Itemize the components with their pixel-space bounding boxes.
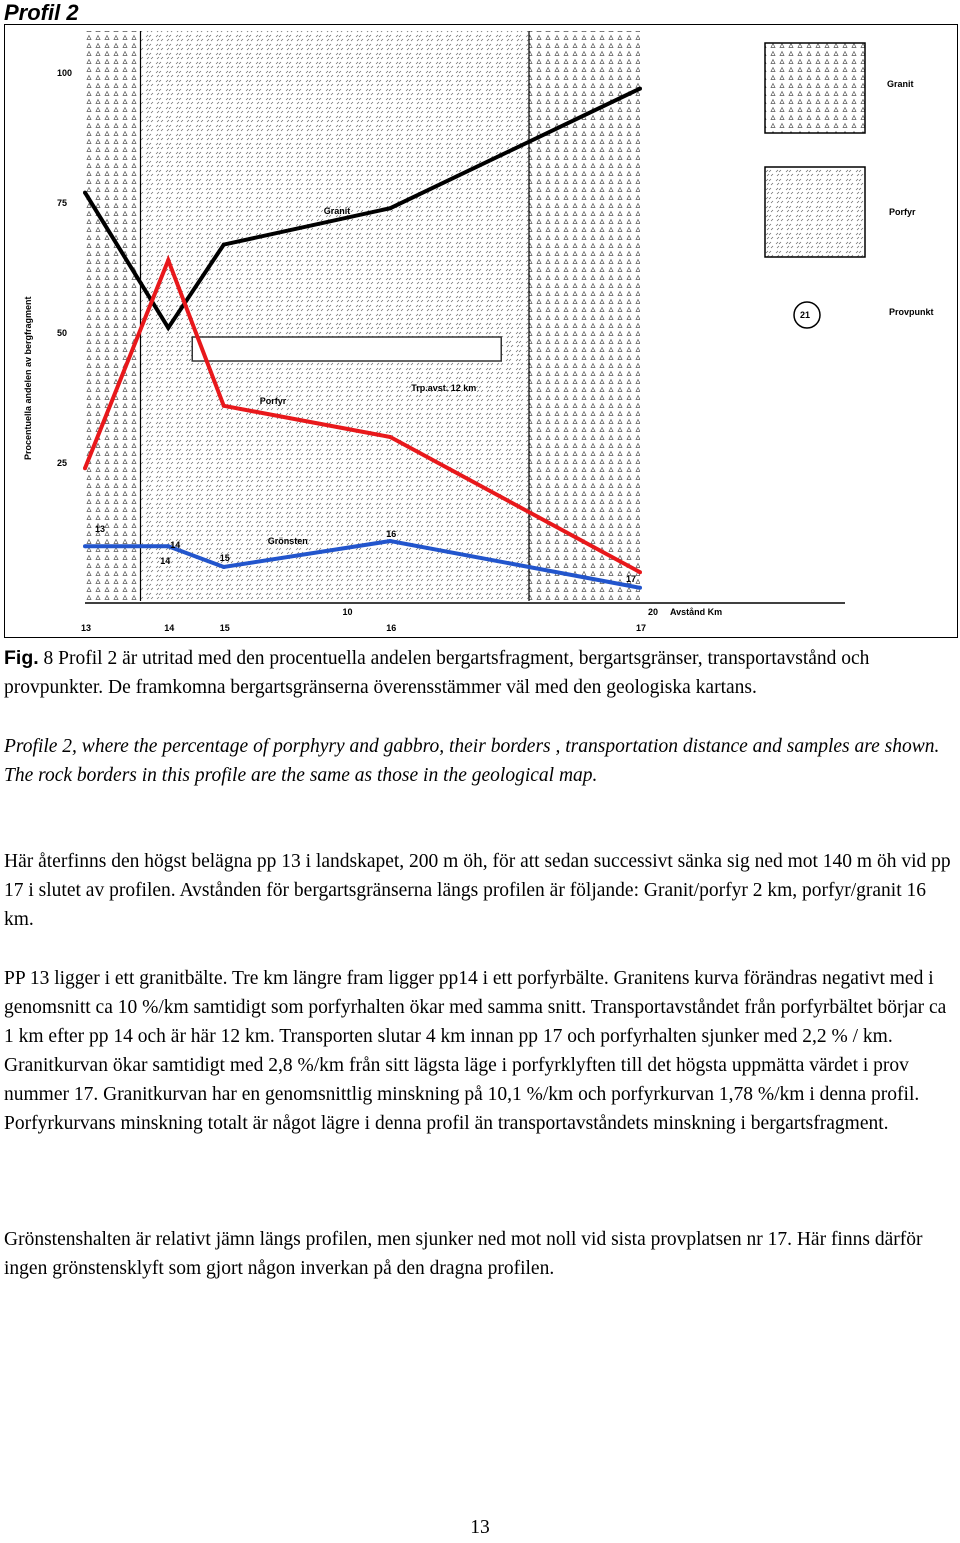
- y-tick-label: 25: [57, 458, 68, 468]
- series-point: [83, 544, 87, 548]
- granit-zone-label: Granit: [323, 206, 351, 217]
- series-point: [83, 466, 87, 470]
- x-tick-label: 16: [386, 623, 397, 633]
- y-tick-label: 75: [57, 198, 68, 208]
- series-point: [222, 565, 226, 569]
- x-tick-label: 13: [81, 623, 92, 633]
- y-axis-label: Procentuella andelen av bergfragment: [23, 296, 33, 460]
- granite-pattern-icon: [765, 43, 865, 133]
- legend-symbol: 21: [800, 310, 811, 320]
- porfyr-zone-label: Porfyr: [259, 395, 287, 406]
- series-point: [388, 206, 392, 210]
- transport-bar: [192, 337, 501, 361]
- point-label-red: 14: [170, 540, 181, 551]
- caption-english: Profile 2, where the percentage of porphyry and gabbro, their borders , transportation distance and samples are shown. The rock borders in this profile are the same as those in the geological map.: [4, 736, 940, 786]
- point-label-blue: 15: [219, 553, 230, 563]
- series-point: [166, 258, 170, 262]
- gronsten-zone-label: Grönsten: [267, 536, 308, 547]
- y-tick-label: 50: [57, 328, 68, 338]
- caption-number: 8: [38, 648, 54, 669]
- y-tick-label: 100: [57, 68, 73, 78]
- caption-label: Fig.: [4, 647, 39, 669]
- band-porphyry: [141, 31, 530, 601]
- x-tick-label: 15: [219, 623, 230, 633]
- transport-label: Trp.avst. 12 km: [411, 383, 477, 393]
- paragraph-3: Grönstenshalten är relativt jämn längs profilen, men sjunker ned mot noll vid sista provplatsen nr 17. Här finns därför ingen grönstensklyft som gjort någon inverkan på den dragna profilen.: [4, 1229, 923, 1279]
- legend-label: Granit: [887, 79, 914, 89]
- series-point: [638, 586, 642, 590]
- profile-chart: [5, 25, 957, 637]
- figure-caption: [4, 644, 954, 702]
- point-label-blue: 16: [386, 529, 397, 539]
- band-granite: [85, 31, 141, 601]
- series-point: [388, 539, 392, 543]
- legend-label: Porfyr: [889, 207, 916, 217]
- porphyry-pattern-icon: [765, 167, 865, 257]
- series-point: [388, 435, 392, 439]
- series-point: [638, 570, 642, 574]
- page-number: 13: [470, 1517, 490, 1538]
- distance-tick-label: 20: [648, 607, 659, 617]
- page-heading: Profil 2: [4, 0, 79, 25]
- paragraph-1: Här återfinns den högst belägna pp 13 i landskapet, 200 m öh, för att sedan successivt sänka sig ned mot 140 m öh vid pp 17 i slutet av profilen. Avstånden för bergartsgränserna längs profilen är följande: Granit/porfyr 2 km, porfyr/granit 16 km.: [4, 851, 951, 930]
- x-axis-label: Avstånd Km: [670, 607, 723, 617]
- point-label-red: 17: [626, 574, 637, 585]
- distance-tick-label: 10: [342, 607, 353, 617]
- x-tick-label: 17: [636, 623, 647, 633]
- legend-label: Provpunkt: [889, 307, 934, 317]
- point-label-blue: 13: [95, 524, 106, 535]
- caption-swedish: Profil 2 är utritad med den procentuella andelen bergartsfragment, bergartsgränser, transportavstånd och provpunkter. De framkomna bergartsgränserna överensstämmer väl med den geologiska kartans.: [4, 648, 870, 698]
- series-point: [638, 87, 642, 91]
- series-point: [83, 191, 87, 195]
- point-label-blue: 14: [160, 556, 171, 567]
- series-point: [222, 243, 226, 247]
- series-point: [166, 326, 170, 330]
- profile-figure: [4, 24, 958, 638]
- paragraph-2: PP 13 ligger i ett granitbälte. Tre km längre fram ligger pp14 i ett porfyrbälte. Granitens kurva förändras negativt med i genomsnitt ca 10 %/km samtidigt som porfyrhalten ökar med samma snitt. Transportavståndet från porfyrbältet börjar ca 1 km efter pp 14 och är här 12 km. Transporten slutar 4 km innan pp 17 och porfyrhalten sjunker med 2,2 % / km. Granitkurvan ökar samtidigt med 2,8 %/km från sitt lägsta läge i porfyrklyften till det högsta uppmätta värdet i prov nummer 17. Granitkurvan har en genomsnittlig minskning på 10,1 %/km och porfyrkurvan 1,78 %/km i denna profil. Porfyrkurvans minskning totalt är något lägre i denna profil än transportavståndets minskning i bergartsfragment.: [4, 968, 947, 1134]
- x-tick-label: 14: [164, 623, 175, 633]
- series-point: [222, 404, 226, 408]
